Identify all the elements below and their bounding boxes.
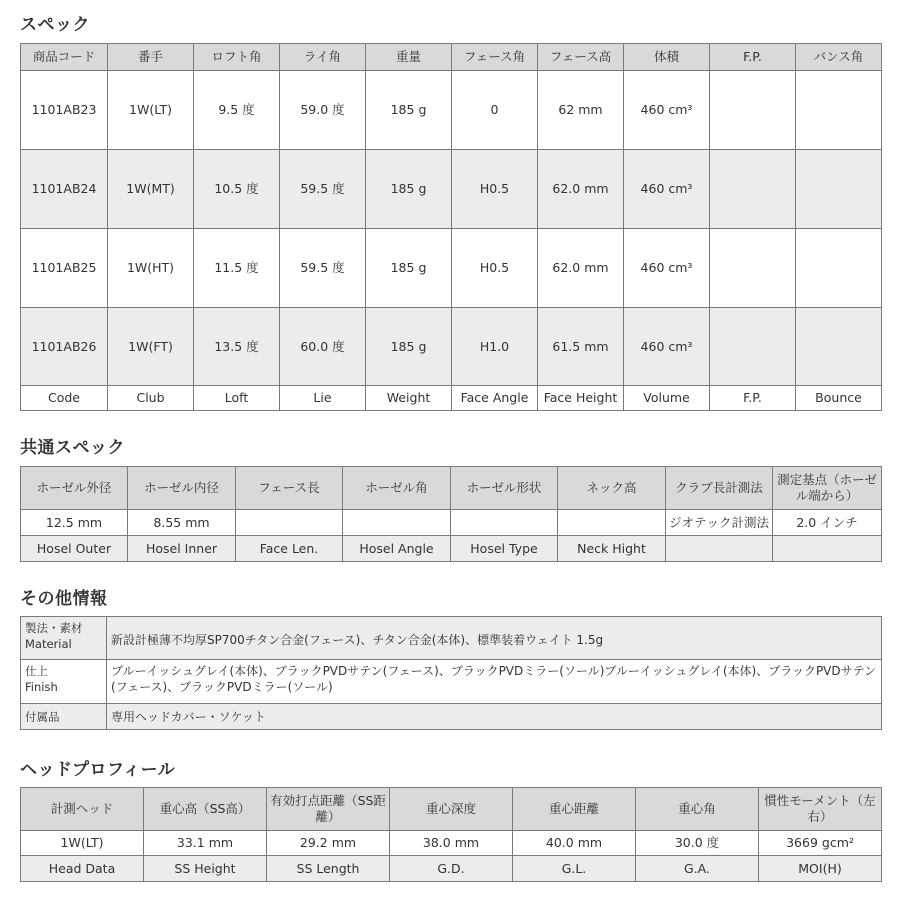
table-cell: 185 g [366, 308, 452, 386]
spec-footer-cell: Weight [366, 386, 452, 411]
table-cell: 59.5 度 [280, 150, 366, 229]
table-cell: 40.0 mm [513, 831, 636, 856]
spec-header-cell: 番手 [108, 44, 194, 71]
table-cell: H0.5 [452, 150, 538, 229]
table-cell: 1W(MT) [108, 150, 194, 229]
finish-label-en: Finish [25, 680, 58, 694]
common-footer-row [21, 536, 882, 562]
finish-row [21, 660, 882, 704]
spec-header-cell: ロフト角 [194, 44, 280, 71]
profile-header-cell: 有効打点距離（SS距離） [267, 788, 390, 831]
common-header-cell: ネック高 [558, 467, 666, 510]
common-footer-cell [773, 536, 882, 562]
common-header-cell: 測定基点（ホーゼル端から） [773, 467, 882, 510]
finish-value: ブルーイッシュグレイ(本体)、ブラックPVDサテン(フェース)、ブラックPVDミラー(ソール)ブルーイッシュグレイ(本体)、ブラックPVDサテン(フェース)、ブラックPVDミラー(ソール) [107, 660, 882, 704]
other-info-table [20, 616, 882, 730]
material-row [21, 617, 882, 660]
other-section-title: その他情報 [20, 589, 108, 609]
spec-footer-cell: Volume [624, 386, 710, 411]
table-cell: 11.5 度 [194, 229, 280, 308]
table-cell: 62 mm [538, 71, 624, 150]
table-cell: 1W(LT) [21, 831, 144, 856]
spec-header-row [21, 44, 882, 71]
common-footer-cell: Hosel Inner [128, 536, 236, 562]
table-cell: 30.0 度 [636, 831, 759, 856]
table-cell: 185 g [366, 150, 452, 229]
common-section-title: 共通スペック [20, 438, 125, 458]
table-cell: 1W(HT) [108, 229, 194, 308]
profile-header-row [21, 788, 882, 831]
table-cell: 1101AB23 [21, 71, 108, 150]
spec-header-cell: 商品コード [21, 44, 108, 71]
table-cell: 1W(FT) [108, 308, 194, 386]
common-header-cell: フェース長 [236, 467, 343, 510]
spec-header-cell: 体積 [624, 44, 710, 71]
profile-header-cell: 重心深度 [390, 788, 513, 831]
table-cell: 8.55 mm [128, 510, 236, 536]
table-cell [710, 229, 796, 308]
common-footer-cell: Hosel Angle [343, 536, 451, 562]
common-header-cell: ホーゼル内径 [128, 467, 236, 510]
spec-footer-cell: Club [108, 386, 194, 411]
table-cell: 460 cm³ [624, 150, 710, 229]
finish-label-ja: 仕上 [25, 664, 48, 678]
table-cell [451, 510, 558, 536]
profile-footer-cell: G.D. [390, 856, 513, 882]
common-footer-cell: Face Len. [236, 536, 343, 562]
table-row [21, 831, 882, 856]
common-header-cell: クラブ長計測法 [666, 467, 773, 510]
table-cell: ジオテック計測法 [666, 510, 773, 536]
table-cell: 1W(LT) [108, 71, 194, 150]
profile-header-cell: 重心距離 [513, 788, 636, 831]
table-row [21, 150, 882, 229]
profile-section-title: ヘッドプロフィール [20, 760, 176, 780]
table-cell: H1.0 [452, 308, 538, 386]
spec-footer-row [21, 386, 882, 411]
common-header-cell: ホーゼル角 [343, 467, 451, 510]
spec-footer-cell: Loft [194, 386, 280, 411]
table-cell [710, 308, 796, 386]
table-cell: 185 g [366, 71, 452, 150]
spec-header-cell: 重量 [366, 44, 452, 71]
table-cell: 1101AB24 [21, 150, 108, 229]
table-cell: 2.0 インチ [773, 510, 882, 536]
common-header-row [21, 467, 882, 510]
spec-header-cell: バンス角 [796, 44, 882, 71]
table-cell: 1101AB26 [21, 308, 108, 386]
material-value: 新設計極薄不均厚SP700チタン合金(フェース)、チタン合金(本体)、標準装着ウェイト 1.5g [107, 617, 882, 660]
table-cell: 12.5 mm [21, 510, 128, 536]
spec-header-cell: フェース高 [538, 44, 624, 71]
accessories-label: 付属品 [21, 704, 107, 730]
table-cell: 10.5 度 [194, 150, 280, 229]
material-label-ja: 製法・素材 [25, 621, 83, 635]
table-cell: 62.0 mm [538, 229, 624, 308]
table-cell: H0.5 [452, 229, 538, 308]
profile-footer-cell: G.A. [636, 856, 759, 882]
common-footer-cell [666, 536, 773, 562]
spec-footer-cell: Lie [280, 386, 366, 411]
table-cell [710, 71, 796, 150]
spec-footer-cell: Code [21, 386, 108, 411]
common-footer-cell: Neck Hight [558, 536, 666, 562]
profile-footer-cell: MOI(H) [759, 856, 882, 882]
table-cell: 38.0 mm [390, 831, 513, 856]
table-cell [796, 308, 882, 386]
table-cell [796, 150, 882, 229]
table-cell: 62.0 mm [538, 150, 624, 229]
table-cell [710, 150, 796, 229]
table-row [21, 308, 882, 386]
common-header-cell: ホーゼル形状 [451, 467, 558, 510]
table-cell [558, 510, 666, 536]
table-cell: 1101AB25 [21, 229, 108, 308]
spec-footer-cell: Face Angle [452, 386, 538, 411]
table-cell: 13.5 度 [194, 308, 280, 386]
profile-footer-cell: G.L. [513, 856, 636, 882]
table-cell: 460 cm³ [624, 229, 710, 308]
spec-header-cell: ライ角 [280, 44, 366, 71]
spec-footer-cell: Face Height [538, 386, 624, 411]
common-footer-cell: Hosel Outer [21, 536, 128, 562]
table-cell: 3669 gcm² [759, 831, 882, 856]
table-cell: 185 g [366, 229, 452, 308]
profile-header-cell: 重心高（SS高） [144, 788, 267, 831]
table-cell [796, 229, 882, 308]
table-cell: 29.2 mm [267, 831, 390, 856]
table-cell: 59.5 度 [280, 229, 366, 308]
table-cell: 460 cm³ [624, 71, 710, 150]
accessories-value: 専用ヘッドカバー・ソケット [107, 704, 882, 730]
table-row [21, 229, 882, 308]
material-label [21, 617, 107, 660]
table-cell [796, 71, 882, 150]
accessories-row [21, 704, 882, 730]
spec-header-cell: フェース角 [452, 44, 538, 71]
common-spec-table [20, 466, 882, 562]
profile-footer-row [21, 856, 882, 882]
spec-section-title: スペック [20, 15, 90, 35]
profile-header-cell: 重心角 [636, 788, 759, 831]
table-cell: 460 cm³ [624, 308, 710, 386]
head-profile-table [20, 787, 882, 882]
profile-footer-cell: SS Length [267, 856, 390, 882]
table-cell: 0 [452, 71, 538, 150]
common-footer-cell: Hosel Type [451, 536, 558, 562]
spec-footer-cell: Bounce [796, 386, 882, 411]
spec-footer-cell: F.P. [710, 386, 796, 411]
spec-header-cell: F.P. [710, 44, 796, 71]
table-cell: 9.5 度 [194, 71, 280, 150]
table-cell: 60.0 度 [280, 308, 366, 386]
common-header-cell: ホーゼル外径 [21, 467, 128, 510]
material-label-en: Material [25, 637, 72, 651]
profile-header-cell: 慣性モーメント（左右） [759, 788, 882, 831]
finish-label [21, 660, 107, 704]
spec-table [20, 43, 882, 411]
table-cell [236, 510, 343, 536]
profile-footer-cell: Head Data [21, 856, 144, 882]
profile-header-cell: 計測ヘッド [21, 788, 144, 831]
profile-footer-cell: SS Height [144, 856, 267, 882]
table-row [21, 510, 882, 536]
table-row [21, 71, 882, 150]
table-cell [343, 510, 451, 536]
table-cell: 61.5 mm [538, 308, 624, 386]
table-cell: 33.1 mm [144, 831, 267, 856]
table-cell: 59.0 度 [280, 71, 366, 150]
